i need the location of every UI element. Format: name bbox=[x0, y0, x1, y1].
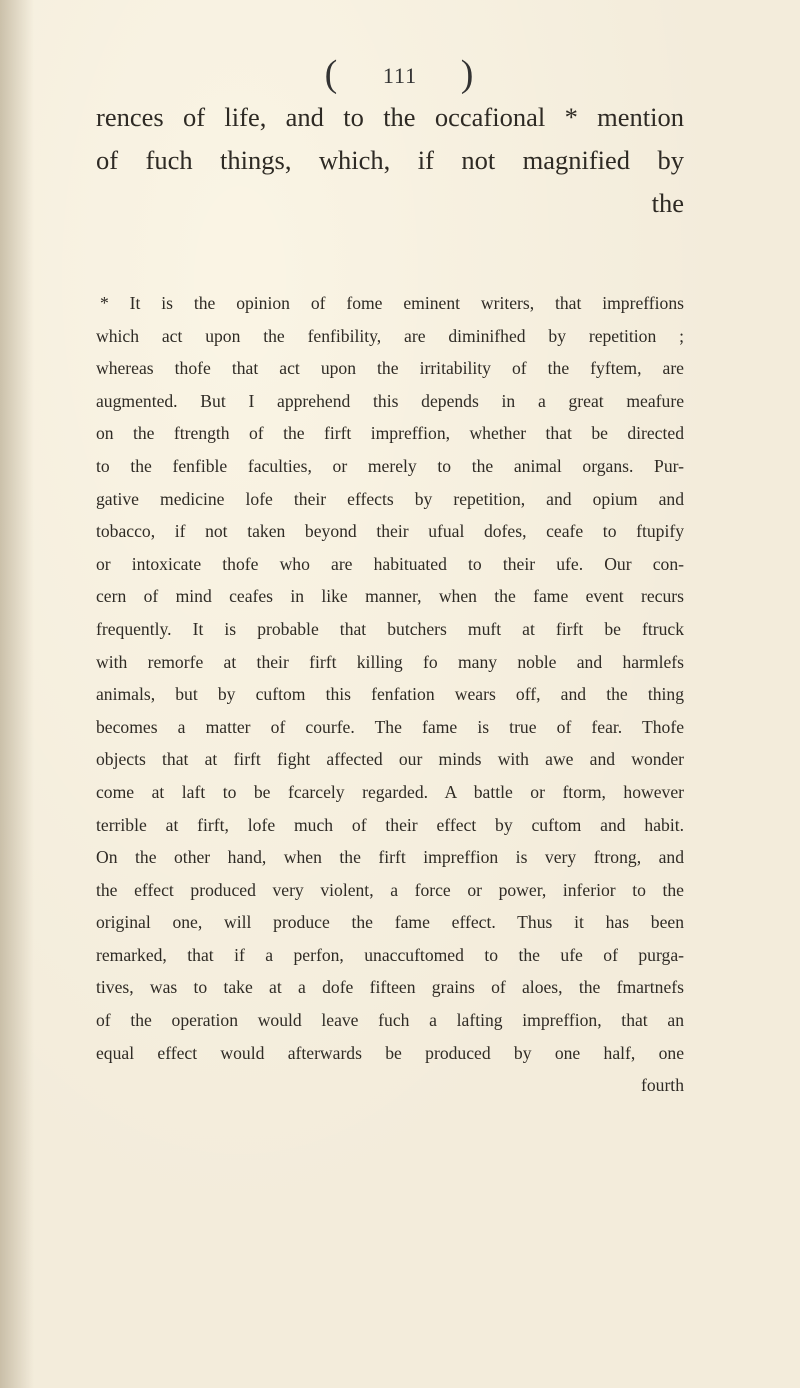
footnote-line: of the operation would leave fuch a lafting impreffion, that an bbox=[96, 1010, 684, 1031]
footnote-line: * It is the opinion of fome eminent writers, that impreffions bbox=[100, 293, 684, 313]
main-text-block bbox=[96, 96, 684, 225]
footnote-line: terrible at firft, lofe much of their effect by cuftom and habit. bbox=[96, 814, 684, 835]
footnote-line: come at laft to be fcarcely regarded. A battle or ftorm, however bbox=[96, 781, 684, 802]
footnote-line: frequently. It is probable that butchers muft at firft be ftruck bbox=[96, 618, 684, 639]
header-close-paren: ) bbox=[460, 53, 476, 95]
header-open-paren: ( bbox=[324, 53, 340, 95]
footnote-line: cern of mind ceafes in like manner, when the fame event recurs bbox=[96, 586, 684, 607]
footnote-line: animals, but by cuftom this fenfation wears off, and the thing bbox=[96, 684, 684, 705]
footnote-block bbox=[96, 287, 684, 1102]
footnote-line: to the fenfible faculties, or merely to the animal organs. Pur- bbox=[96, 455, 684, 476]
gutter-shadow bbox=[0, 0, 34, 1388]
footnote-line: which act upon the fenfibility, are diminifhed by repetition ; bbox=[96, 325, 684, 346]
footnote-line: On the other hand, when the firft impreffion is very ftrong, and bbox=[96, 847, 684, 868]
footnote-line: tobacco, if not taken beyond their ufual dofes, ceafe to ftupify bbox=[96, 521, 684, 542]
footnote-line: with remorfe at their firft killing fo many noble and harmlefs bbox=[96, 651, 684, 672]
page-header bbox=[0, 52, 800, 96]
footnote-line: or intoxicate thofe who are habituated to their ufe. Our con- bbox=[96, 553, 684, 574]
footnote-line: remarked, that if a perfon, unaccuftomed to the ufe of purga- bbox=[96, 944, 684, 965]
footnote-line: objects that at firft fight affected our minds with awe and wonder bbox=[96, 749, 684, 770]
footnote-line: tives, was to take at a dofe fifteen grains of aloes, the fmartnefs bbox=[96, 977, 684, 998]
footnote-line: equal effect would afterwards be produced by one half, one bbox=[96, 1042, 684, 1063]
footnote-line: augmented. But I apprehend this depends in a great meafure bbox=[96, 390, 684, 411]
footnote-line: whereas thofe that act upon the irritability of the fyftem, are bbox=[96, 358, 684, 379]
footnote-line: original one, will produce the fame effect. Thus it has been bbox=[96, 912, 684, 933]
footnote-line: becomes a matter of courfe. The fame is true of fear. Thofe bbox=[96, 716, 684, 737]
footnote-line: on the ftrength of the firft impreffion, whether that be directed bbox=[96, 423, 684, 444]
footnote-line: gative medicine lofe their effects by repetition, and opium and bbox=[96, 488, 684, 509]
page-number: 111 bbox=[382, 63, 418, 88]
main-text-line: of fuch things, which, if not magnified by bbox=[96, 145, 684, 175]
main-text-line: the bbox=[651, 188, 684, 218]
catchword: fourth bbox=[641, 1075, 684, 1096]
main-text-line: rences of life, and to the occafional * mention bbox=[96, 102, 684, 132]
footnote-line: the effect produced very violent, a force or power, inferior to the bbox=[96, 879, 684, 900]
